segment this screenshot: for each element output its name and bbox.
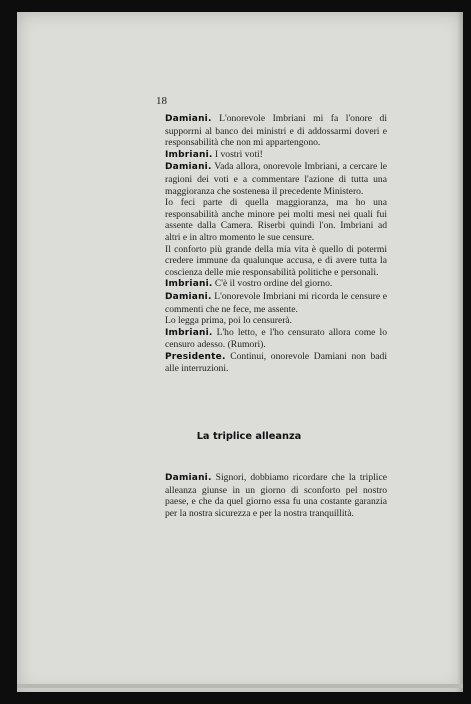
paragraph-text: Il conforto più grande della mia vita è quello di potermi credere immune da qualunque accusa, e di avere tutta la coscienza delle mie responsabilità politiche e personali. (165, 243, 387, 278)
paragraph-text: L'ho letto, e l'ho censurato allora come lo censuro adesso. (Rumori). (165, 326, 387, 351)
dialogue-paragraph (165, 113, 387, 149)
speaker-name: Imbriani. (165, 327, 213, 338)
speaker-name: Damiani. (165, 162, 212, 173)
paragraph-text: Vada allora, onorevole Imbriani, a cercare le ragioni dei voti e a commentare l'azione di tutta una maggioranza che sostenева il precedente Ministero. (165, 161, 387, 197)
section-heading-text: La triplice alleanza (196, 431, 302, 442)
paragraph-text: Lo legga prima, poi lo censurerà. (165, 315, 293, 327)
speaker-name: Damiani. (165, 473, 212, 483)
dialogue-paragraph (165, 244, 387, 279)
paragraph-text: Signori, dobbiamo ricordare che la triplice alleanza giunse in un giorno di sconforto pel nostro paese, e che da quel giorno essa fu una costante garanzia per la nostra sicurezza e per la nostra tranquillità. (165, 472, 387, 519)
speaker-name: Damiani. (165, 291, 212, 302)
dialogue-paragraph (165, 327, 387, 351)
dialogue-paragraph (165, 291, 387, 315)
section-heading (17, 431, 463, 442)
speaker-name: Imbriani. (165, 279, 213, 290)
paragraph-text: L'onorevole Imbriani mi ricorda le censure e commenti che ne fece, me assente. (165, 290, 387, 315)
page-number: 18 (156, 95, 167, 107)
paragraph-text: I vostri voti! (214, 148, 263, 160)
dialogue-paragraph (165, 149, 387, 162)
dialogue-block-two (165, 472, 387, 519)
speaker-name: Imbriani. (165, 149, 213, 160)
page-bottom-edge (17, 684, 463, 688)
paragraph-text: Io feci parte di quella maggioranza, ma ho una responsabilità anche minore pei molti mesi nei quali fui assente dalla Camera. Riserbi quindi l'on. Imbriani ad altri e in altro momento le sue censure. (165, 197, 387, 243)
dialogue-paragraph (165, 278, 387, 291)
dialogue-paragraph (165, 315, 387, 327)
speaker-name: Damiani. (165, 114, 212, 124)
dialogue-paragraph (165, 161, 387, 197)
dialogue-block-one (165, 113, 387, 375)
paragraph-text: C'è il vostro ordine del giorno. (214, 278, 333, 290)
dialogue-paragraph (165, 351, 387, 375)
book-page (17, 12, 463, 692)
dialogue-paragraph (165, 197, 387, 243)
paragraph-text: L'onorevole Imbriani mi fa l'onore di supporrni al banco dei ministri e di addossarmi doveri e responsabilità che non mi appartengono. (165, 113, 387, 149)
speaker-name: Presidente. (165, 351, 226, 362)
dialogue-paragraph (165, 472, 387, 519)
paragraph-text: Continui, onorevole Damiani non badi alle interruzioni. (165, 350, 387, 375)
